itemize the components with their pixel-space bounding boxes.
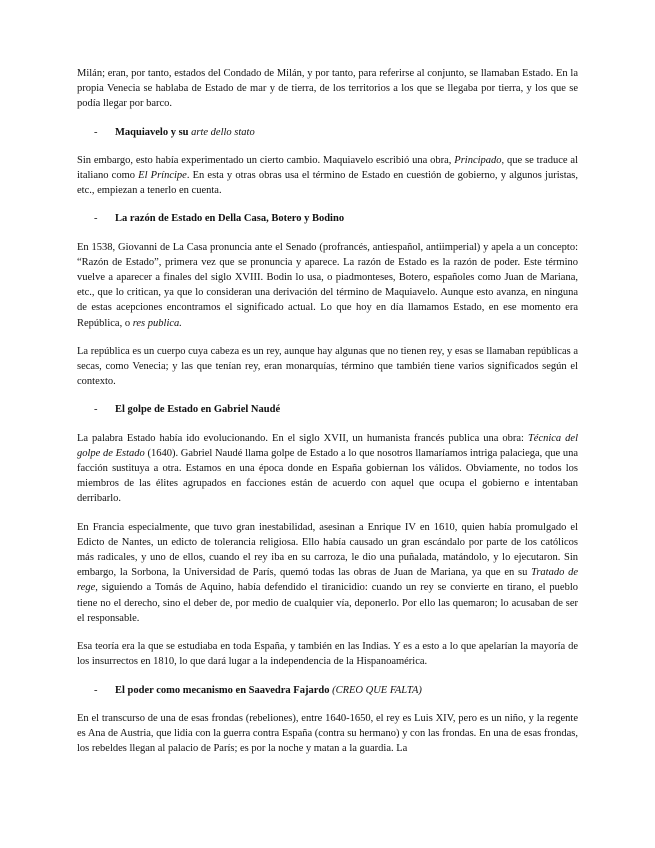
paragraph-1 (77, 66, 578, 112)
heading-maquiavelo (77, 125, 578, 140)
heading-maquiavelo-text (115, 125, 255, 140)
document-page (77, 66, 578, 769)
paragraph-7-text: Esa teoría era la que se estudiaba en toda España, y también en las Indias. Y es a esto a lo que apelarían la mayoría de los insurrectos en 1810, lo que dará lugar a la independencia de la Hispanoamérica. (77, 641, 578, 668)
heading-razon-de-estado-text: La razón de Estado en Della Casa, Botero y Bodino (115, 213, 345, 225)
heading-saavedra-fajardo-note: (CREO QUE FALTA) (329, 684, 422, 696)
paragraph-8-text: En el transcurso de una de esas frondas (rebeliones), entre 1640-1650, el rey es Luis XIV, pero es un niño, y la regente es Ana de Austria, que lidia con la guerra contra España (contra su hermano) y con las frondas. En una de esas frondas, los rebeldes llegan al palacio de París; es por la noche y matan a la guardia. La (77, 712, 578, 755)
heading-maquiavelo-bold: Maquiavelo y su (115, 126, 192, 138)
paragraph-2-text-e: . En esta y otras obras usa el término de Estado en cuestión de gobierno, y algunos juristas, etc., empiezan a tenerlo en cuenta. (77, 170, 578, 197)
paragraph-8 (77, 711, 578, 757)
paragraph-5-italic-tecnica: Técnica del golpe de Estado (77, 432, 578, 459)
heading-bullet: - (94, 213, 98, 225)
heading-golpe-de-estado (77, 402, 578, 417)
paragraph-2-text-a: Sin embargo, esto había experimentado un cierto cambio. Maquiavelo escribió una obra, (77, 154, 455, 166)
paragraph-4 (77, 344, 578, 390)
heading-golpe-de-estado-text: El golpe de Estado en Gabriel Naudé (115, 404, 281, 416)
paragraph-1-text: Milán; eran, por tanto, estados del Condado de Milán, y por tanto, para referirse al conjunto, se llamaban Estado. En la propia Venecia se hablaba de Estado de mar y de tierra, de los territorios a los que se llegaba por tierra, y los que se podía llegar por barco. (77, 68, 578, 110)
paragraph-5-text-c: (1640). Gabriel Naudé llama golpe de Estado a lo que nosotros llamaríamos intriga palaciega, que una facción sustituya a otra. Estamos en una época donde en España gobiernan los válidos. Obviamente, no todos los miembros de las élites agrupados en facciones están de acuerdo con aquel que ocupa el gobierno e intentaban derribarlo. (77, 447, 578, 505)
heading-bullet: - (94, 404, 98, 416)
paragraph-7 (77, 639, 578, 669)
paragraph-3-text: En 1538, Giovanni de La Casa pronuncia ante el Senado (profrancés, antiespañol, antiimperial) y apela a un concepto: “Razón de Estado”, primera vez que se pronuncia y aparece. La razón de Estado es la razón de poder. Este término vuelve a aparecer a finales del siglo XVIII. Bodin lo usa, o piadmonteses, Botero, españoles como Juan de Mariana, etc., que lo critican, ya que lo consideran una derivación del término de Maquiavelo. Aunque esto avanza, en ninguna de estas acepciones encontramos el significado actual. Lo que hoy en día llamamos Estado, en ese momento era República, o (77, 241, 578, 329)
paragraph-2-text-c: , que se traduce al italiano como (77, 154, 578, 182)
heading-saavedra-fajardo-text (115, 683, 422, 698)
heading-saavedra-fajardo (77, 683, 578, 698)
heading-bullet: - (94, 126, 98, 138)
paragraph-5-text-a: La palabra Estado había ido evolucionando. En el siglo XVII, un humanista francés publica una obra: (77, 432, 528, 444)
paragraph-6 (77, 520, 578, 626)
heading-razon-de-estado (77, 211, 578, 226)
paragraph-3 (77, 240, 578, 331)
paragraph-2-italic-principe: El Príncipe (138, 170, 187, 182)
paragraph-2-italic-principado: Principado (454, 154, 502, 166)
heading-maquiavelo-italic: arte dello stato (191, 126, 255, 138)
paragraph-5 (77, 431, 578, 507)
paragraph-3-italic-res-publica: res publica. (132, 317, 182, 329)
paragraph-6-text-c: , siguiendo a Tomás de Aquino, había defendido el tiranicidio: cuando un rey se convierte en tirano, el pueblo tiene no el derecho, sino el deber de, por medio de cualquier vía, deponerlo. Por ello las quemaron; lo acusaban de ser el responsable. (77, 582, 578, 624)
paragraph-6-text-a: En Francia especialmente, que tuvo gran inestabilidad, asesinan a Enrique IV en 1610, quien había promulgado el Edicto de Nantes, un edicto de tolerancia religiosa. Ello había causado un gran escándalo por parte de los católicos más radicales, y uno de ellos, cuando el rey iba en su carroza, le dio una puñalada, matándolo, y lo ejecutaron. Sin embargo, la Sorbona, la Universidad de París, quemó todas las obras de Juan de Mariana, ya que en su (77, 521, 578, 579)
heading-bullet: - (94, 684, 98, 696)
paragraph-2 (77, 153, 578, 199)
heading-saavedra-fajardo-bold: El poder como mecanismo en Saavedra Fajardo (115, 684, 330, 696)
paragraph-6-italic-tratado: Tratado de rege (77, 567, 578, 594)
paragraph-4-text: La república es un cuerpo cuya cabeza es un rey, aunque hay algunas que no tienen rey, y esas se llamaban repúblicas a secas, como Venecia; y las que tenían rey, eran monarquías, término que también tiene varios significados según el contexto. (77, 345, 578, 388)
